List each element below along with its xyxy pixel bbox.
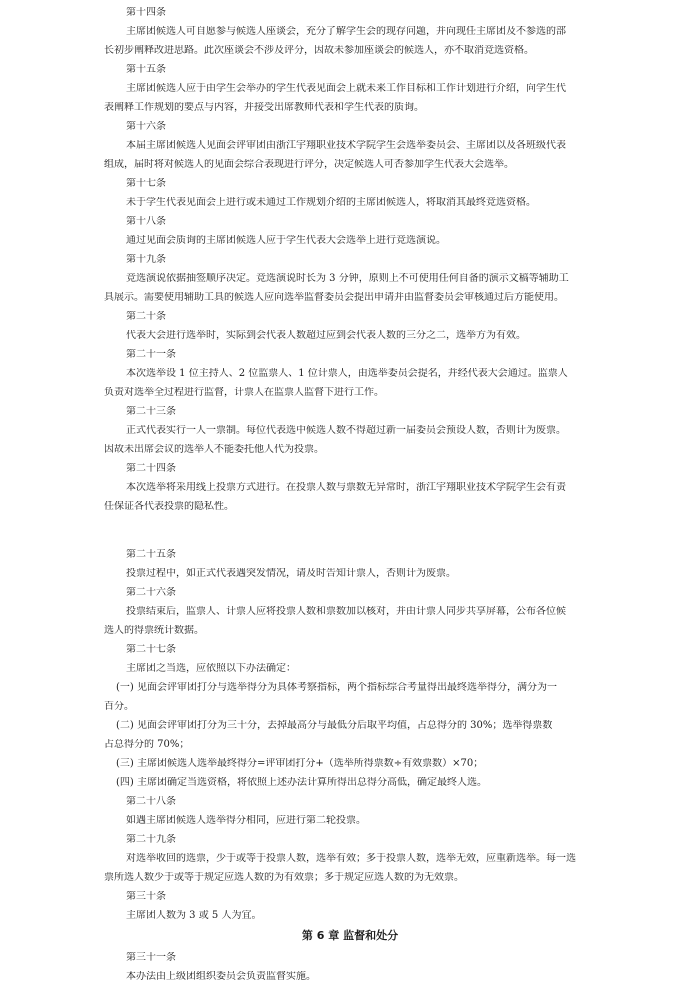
- article-27-item-2: 占总得分的 70%；: [104, 739, 190, 750]
- article-15-title: 第十五条: [126, 64, 166, 75]
- article-15-text: 表阐释工作规划的要点与内容，并接受出席教师代表和学生代表的质询。: [104, 102, 424, 113]
- article-28-title: 第二十八条: [126, 796, 176, 807]
- article-26-text: 投票结束后，监票人、计票人应将投票人数和票数加以核对，并由计票人同步共享屏幕，公布各位候: [126, 606, 566, 617]
- article-27-item-1: (一) 见面会评审团打分与选举得分为具体考察指标，两个指标综合考量得出最终选举得分，满分为一: [116, 682, 557, 693]
- article-21-text: 本次选举设 1 位主持人、2 位监票人、1 位计票人，由选举委员会提名，并经代表大会通过。监票人: [126, 368, 568, 379]
- article-20-title: 第二十条: [126, 311, 166, 322]
- article-21-text: 负责对选举全过程进行监督，计票人在监票人监督下进行工作。: [104, 387, 384, 398]
- article-30-title: 第三十条: [126, 891, 166, 902]
- article-27-text: 主席团之当选，应依照以下办法确定：: [126, 663, 296, 674]
- article-28-text: 如遇主席团候选人选举得分相同，应进行第二轮投票。: [126, 815, 366, 826]
- article-26-text: 选人的得票统计数据。: [104, 625, 204, 636]
- article-14-title: 第十四条: [126, 7, 166, 18]
- article-23-text: 正式代表实行一人一票制。每位代表选中候选人数不得超过新一届委员会预设人数，否则计为废票。: [126, 425, 566, 436]
- article-27-title: 第二十七条: [126, 644, 176, 655]
- article-23-text: 因故未出席会议的选举人不能委托他人代为投票。: [104, 444, 324, 455]
- article-27-item-4: (四) 主席团确定当选资格，将依照上述办法计算所得出总得分高低，确定最终人选。: [116, 777, 487, 788]
- article-27-item-1: 百分。: [104, 701, 134, 712]
- article-16-text: 本届主席团候选人见面会评审团由浙江宇翔职业技术学院学生会选举委员会、主席团以及各班级代表: [126, 140, 566, 151]
- article-15-text: 主席团候选人应于由学生会举办的学生代表见面会上就未来工作目标和工作计划进行介绍，向学生代: [126, 83, 566, 94]
- article-19-title: 第十九条: [126, 254, 166, 265]
- article-16-text: 组成，届时将对候选人的见面会综合表现进行评分，决定候选人可否参加学生代表大会选举。: [104, 159, 514, 170]
- article-29-text: 票所选人数少于或等于规定应选人数的为有效票；多于规定应选人数的为无效票。: [104, 872, 464, 883]
- article-25-text: 投票过程中，如正式代表遇突发情况，请及时告知计票人，否则计为废票。: [126, 568, 456, 579]
- article-19-text: 具展示。需要使用辅助工具的候选人应向选举监督委员会提出申请并由监督委员会审核通过后方能使用。: [104, 292, 564, 303]
- chapter-heading: 第 6 章 监督和处分: [301, 929, 399, 942]
- article-24-title: 第二十四条: [126, 463, 176, 474]
- article-27-item-3: (三) 主席团候选人选举最终得分=评审团打分+（选举所得票数÷有效票数）×70；: [116, 758, 484, 769]
- article-16-title: 第十六条: [126, 121, 166, 132]
- article-31-title: 第三十一条: [126, 952, 176, 963]
- article-21-title: 第二十一条: [126, 349, 176, 360]
- article-18-title: 第十八条: [126, 216, 166, 227]
- article-25-title: 第二十五条: [126, 549, 176, 560]
- article-18-text: 通过见面会质询的主席团候选人应于学生代表大会选举上进行竞选演说。: [126, 235, 446, 246]
- article-23-title: 第二十三条: [126, 406, 176, 417]
- article-24-text: 任保证各代表投票的隐私性。: [104, 501, 234, 512]
- article-29-title: 第二十九条: [126, 834, 176, 845]
- article-20-text: 代表大会进行选举时，实际到会代表人数超过应到会代表人数的三分之二，选举方为有效。: [126, 330, 526, 341]
- article-19-text: 竞选演说依据抽签顺序决定。竞选演说时长为 3 分钟，原则上不可使用任何自备的演示文稿等辅助工: [126, 273, 569, 284]
- article-17-title: 第十七条: [126, 178, 166, 189]
- article-30-text: 主席团人数为 3 或 5 人为宜。: [126, 910, 262, 921]
- article-14-text: 长初步阐释改进思路。此次座谈会不涉及评分，因故未参加座谈会的候选人，亦不取消竞选资格。: [104, 45, 534, 56]
- article-14-text: 主席团候选人可自愿参与候选人座谈会，充分了解学生会的现存问题，并向现任主席团及不参选的部: [126, 26, 566, 37]
- article-26-title: 第二十六条: [126, 587, 176, 598]
- article-27-item-2: (二) 见面会评审团打分为三十分，去掉最高分与最低分后取平均值，占总得分的 30%；选举得票数: [116, 720, 553, 731]
- article-17-text: 未于学生代表见面会上进行或未通过工作规划介绍的主席团候选人，将取消其最终竞选资格。: [126, 197, 536, 208]
- article-24-text: 本次选举将采用线上投票方式进行。在投票人数与票数无异常时，浙江宇翔职业技术学院学生会有责: [126, 482, 566, 493]
- article-29-text: 对选举收回的选票，少于或等于投票人数，选举有效；多于投票人数，选举无效，应重新选举。每一选: [126, 853, 576, 864]
- article-31-text: 本办法由上级团组织委员会负责监督实施。: [126, 971, 316, 982]
